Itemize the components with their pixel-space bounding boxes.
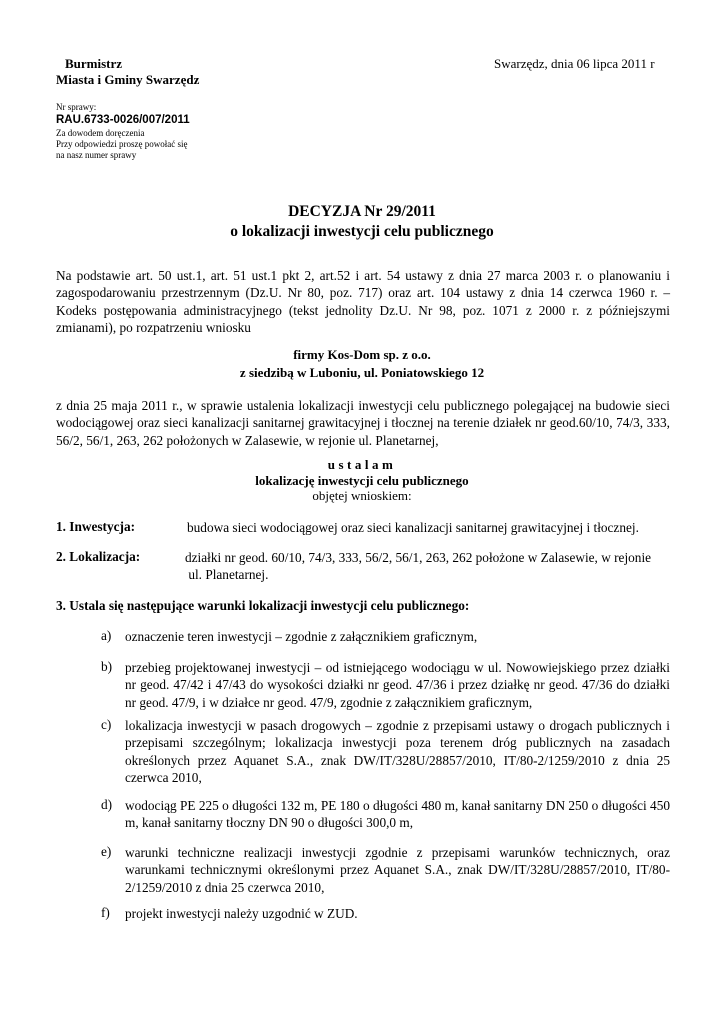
legal-basis-paragraph: Na podstawie art. 50 ust.1, art. 51 ust.1 pkt 2, art.52 i art. 54 ustawy z dnia 27 marca 2003 r. o planowaniu i zagospodarowaniu przestrzennym (Dz.U. Nr 80, poz. 717) oraz art. 104 ustawy z dnia 14 czerwca 1960 r. – Kodeks postępowania administracyjnego (tekst jednolity Dz.U. Nr 98, poz. 1071 z 2000 r. z późniejszymi zmianami), po rozpatrzeniu wniosku	[56, 268, 670, 336]
condition-text: wodociąg PE 225 o długości 132 m, PE 180 o długości 480 m, kanał sanitarny DN 250 o długości 450 m, kanał sanitarny tłoczny DN 90 o długości 300,0 m,	[125, 798, 670, 831]
decision-subtitle: o lokalizacji inwestycji celu publicznego	[230, 223, 494, 240]
note-line: Za dowodem doręczenia	[56, 128, 145, 138]
applicant-address: z siedzibą w Luboniu, ul. Poniatowskiego 12	[239, 365, 485, 380]
condition-text: projekt inwestycji należy uzgodnić w ZUD.	[125, 906, 358, 921]
condition-letter: f)	[101, 905, 110, 920]
condition-text: przebieg projektowanej inwestycji – od istniejącego wodociągu w ul. Nowowiejskiego przez działki nr geod. 47/42 i 47/43 do wysokości działki nr geod. 47/36 i przez działkę nr geod. 47/36 do działki nr geod. 47/9, i w działce nr geod. 47/9, zgodnie z załącznikiem graficznym,	[125, 660, 670, 710]
section-location-text	[185, 549, 675, 584]
resolution-verb: ustalam	[327, 457, 397, 472]
condition-letter: a)	[101, 628, 112, 643]
resolution-object: lokalizację inwestycji celu publicznego	[255, 473, 469, 488]
issuer-line-2: Miasta i Gminy Swarzędz	[56, 72, 200, 87]
delivery-notes	[56, 128, 187, 160]
section-investment-text: budowa sieci wodociągowej oraz sieci kanalizacji sanitarnej grawitacyjnej i tłocznej.	[187, 520, 639, 535]
condition-letter: b)	[101, 659, 113, 674]
condition-text: lokalizacja inwestycji w pasach drogowych – zgodnie z przepisami ustawy o drogach publicznych i przepisami szczególnym; lokalizacja inwestycji poza terenem dróg publicznych na zasadach określonych przez Aquanet S.A., znak DW/IT/328U/28857/2010, IT/80-2/1259/2010 z dnia 25 czerwca 2010,	[125, 718, 670, 786]
section-conditions-heading: 3. Ustala się następujące warunki lokalizacji inwestycji celu publicznego:	[56, 598, 470, 613]
condition-letter: d)	[101, 797, 113, 812]
location-line: działki nr geod. 60/10, 74/3, 333, 56/2, 56/1, 263, 262 położone w Zalasewie, w rejonie	[185, 550, 652, 565]
issuer-line-1: Burmistrz	[65, 56, 123, 71]
condition-letter: c)	[101, 717, 112, 732]
applicant-name: firmy Kos-Dom sp. z o.o.	[293, 347, 431, 362]
request-paragraph: z dnia 25 maja 2011 r., w sprawie ustalenia lokalizacji inwestycji celu publicznego polegającej na budowie sieci wodociągowej oraz sieci kanalizacji sanitarnej grawitacyjnej i tłocznej na terenie działek nr geod.60/10, 74/3, 333, 56/2, 56/1, 263, 262 położonych w Zalasewie, w rejonie ul. Planetarnej,	[56, 398, 670, 448]
case-number: RAU.6733-0026/007/2011	[56, 114, 190, 126]
case-number-label: Nr sprawy:	[56, 102, 97, 112]
condition-text: warunki techniczne realizacji inwestycji zgodnie z przepisami warunków technicznych, oraz warunkami technicznymi określonymi przez Aquanet S.A., znak DW/IT/328U/28857/2010, IT/80-2/1259/2010 z dnia 25 czerwca 2010,	[125, 845, 670, 895]
resolution-scope: objętej wnioskiem:	[312, 488, 412, 503]
section-location-label: 2. Lokalizacja:	[56, 549, 141, 564]
decision-title: DECYZJA Nr 29/2011	[288, 203, 436, 220]
condition-letter: e)	[101, 844, 112, 859]
place-date: Swarzędz, dnia 06 lipca 2011 r	[494, 56, 655, 71]
location-line: ul. Planetarnej.	[185, 567, 269, 583]
section-investment-label: 1. Inwestycja:	[56, 519, 136, 534]
note-line: Przy odpowiedzi proszę powołać się	[56, 138, 188, 149]
note-line: na nasz numer sprawy	[56, 149, 137, 160]
condition-text: oznaczenie teren inwestycji – zgodnie z załącznikiem graficznym,	[125, 629, 478, 644]
